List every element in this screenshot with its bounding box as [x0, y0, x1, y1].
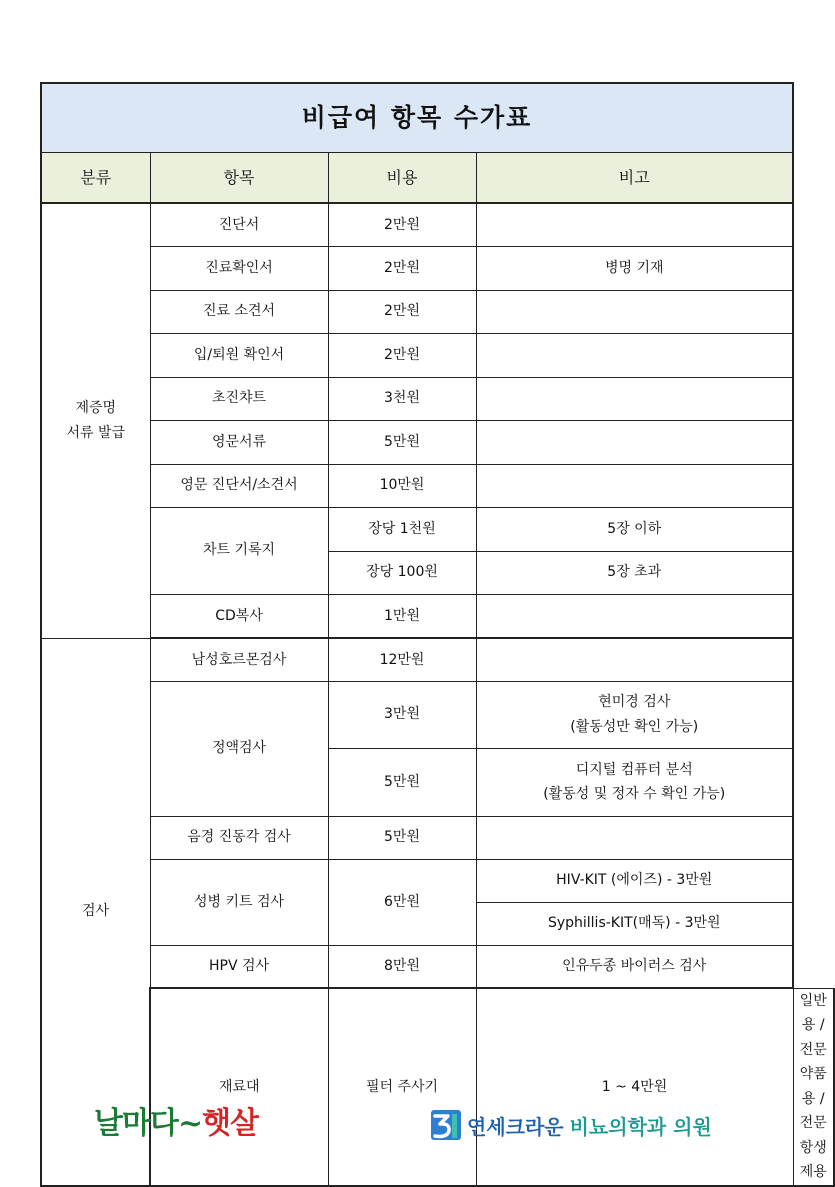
- note-cell: HIV-KIT (에이즈) - 3만원: [476, 859, 793, 902]
- note-cell: [476, 203, 793, 246]
- header-cost: 비용: [328, 153, 476, 204]
- note-cell: [476, 464, 793, 507]
- note-cell: 병명 기재: [476, 246, 793, 290]
- note-line: 디지털 컴퓨터 분석: [575, 761, 693, 778]
- item-cell: 영문서류: [150, 420, 328, 464]
- note-cell: 일반용 / 전문약품용 / 전문 항생제용: [793, 988, 834, 1186]
- table-row: [41, 816, 834, 859]
- note-cell: [476, 377, 793, 420]
- header-item: 항목: [150, 153, 328, 204]
- table-row: [41, 377, 834, 420]
- clinic-name-part1: 연세크라운: [467, 1114, 564, 1139]
- cost-cell: 2만원: [328, 246, 476, 290]
- item-cell: 성병 키트 검사: [150, 859, 328, 945]
- item-cell: 진료확인서: [150, 246, 328, 290]
- note-line: (활동성 및 정자 수 확인 가능): [543, 786, 726, 802]
- note-cell: 인유두종 바이러스 검사: [476, 945, 793, 988]
- table-row: [41, 859, 834, 902]
- category-docs-line2: 서류 발급: [66, 424, 126, 441]
- note-cell: 5장 초과: [476, 551, 793, 594]
- table-row: [41, 681, 834, 748]
- note-cell: [476, 681, 793, 748]
- header-note: 비고: [476, 153, 793, 204]
- cost-cell: 2만원: [328, 290, 476, 333]
- item-cell: 필터 주사기: [328, 988, 476, 1186]
- table-row: [41, 464, 834, 507]
- item-cell: 정액검사: [150, 681, 328, 816]
- cost-cell: 2만원: [328, 333, 476, 377]
- fee-table: [40, 82, 835, 1187]
- logo-left-part2: 햇살: [202, 1106, 259, 1141]
- logo-left-part1: 날마다~: [94, 1106, 203, 1141]
- note-cell: [476, 420, 793, 464]
- clinic-name-part2: 비뇨의학과 의원: [569, 1114, 712, 1139]
- header-category: 분류: [41, 153, 150, 204]
- cost-cell: 1만원: [328, 594, 476, 638]
- item-cell: 진단서: [150, 203, 328, 246]
- cost-cell: 10만원: [328, 464, 476, 507]
- table-row: [41, 945, 834, 988]
- cost-cell: 5만원: [328, 816, 476, 859]
- table-row: [41, 290, 834, 333]
- item-cell: CD복사: [150, 594, 328, 638]
- clinic-logo: [431, 1108, 712, 1142]
- item-cell: 진료 소견서: [150, 290, 328, 333]
- item-cell: 남성호르몬검사: [150, 638, 328, 681]
- cost-cell: 장당 100원: [328, 551, 476, 594]
- item-cell: 음경 진동각 검사: [150, 816, 328, 859]
- note-cell: [476, 638, 793, 681]
- cost-cell: 장당 1천원: [328, 507, 476, 551]
- item-cell: 차트 기록지: [150, 507, 328, 594]
- note-cell: [476, 816, 793, 859]
- nalmada-haetsal-logo: [94, 1098, 258, 1142]
- table-row: [41, 203, 834, 246]
- note-cell: 5장 이하: [476, 507, 793, 551]
- category-materials: 재료대: [150, 988, 328, 1186]
- table-row: [41, 507, 834, 551]
- note-line: 현미경 검사: [598, 694, 671, 710]
- table-row: [41, 333, 834, 377]
- note-cell: [476, 333, 793, 377]
- note-cell: [476, 748, 793, 816]
- cost-cell: 3만원: [328, 681, 476, 748]
- cost-cell: 5만원: [328, 748, 476, 816]
- cost-cell: 12만원: [328, 638, 476, 681]
- note-cell: [476, 290, 793, 333]
- cost-cell: 5만원: [328, 420, 476, 464]
- item-cell: 입/퇴원 확인서: [150, 333, 328, 377]
- table-title: 비급여 항목 수가표: [41, 83, 793, 153]
- cost-cell: 1 ~ 4만원: [476, 988, 793, 1186]
- category-docs-line1: 제증명: [75, 400, 117, 417]
- header-row: [41, 153, 834, 204]
- item-cell: 영문 진단서/소견서: [150, 464, 328, 507]
- item-cell: 초진챠트: [150, 377, 328, 420]
- note-line: (활동성만 확인 가능): [570, 718, 699, 735]
- note-cell: Syphillis-KIT(매독) - 3만원: [476, 902, 793, 945]
- cost-cell: 2만원: [328, 203, 476, 246]
- cost-cell: 6만원: [328, 859, 476, 945]
- table-row: [41, 988, 834, 1186]
- clinic-emblem-icon: [431, 1108, 461, 1142]
- cost-cell: 8만원: [328, 945, 476, 988]
- cost-cell: 3천원: [328, 377, 476, 420]
- table-row: [41, 638, 834, 681]
- item-cell: HPV 검사: [150, 945, 328, 988]
- table-row: [41, 246, 834, 290]
- category-tests: 검사: [41, 638, 150, 1186]
- note-cell: [476, 594, 793, 638]
- table-row: [41, 594, 834, 638]
- table-row: [41, 420, 834, 464]
- category-docs: [41, 203, 150, 638]
